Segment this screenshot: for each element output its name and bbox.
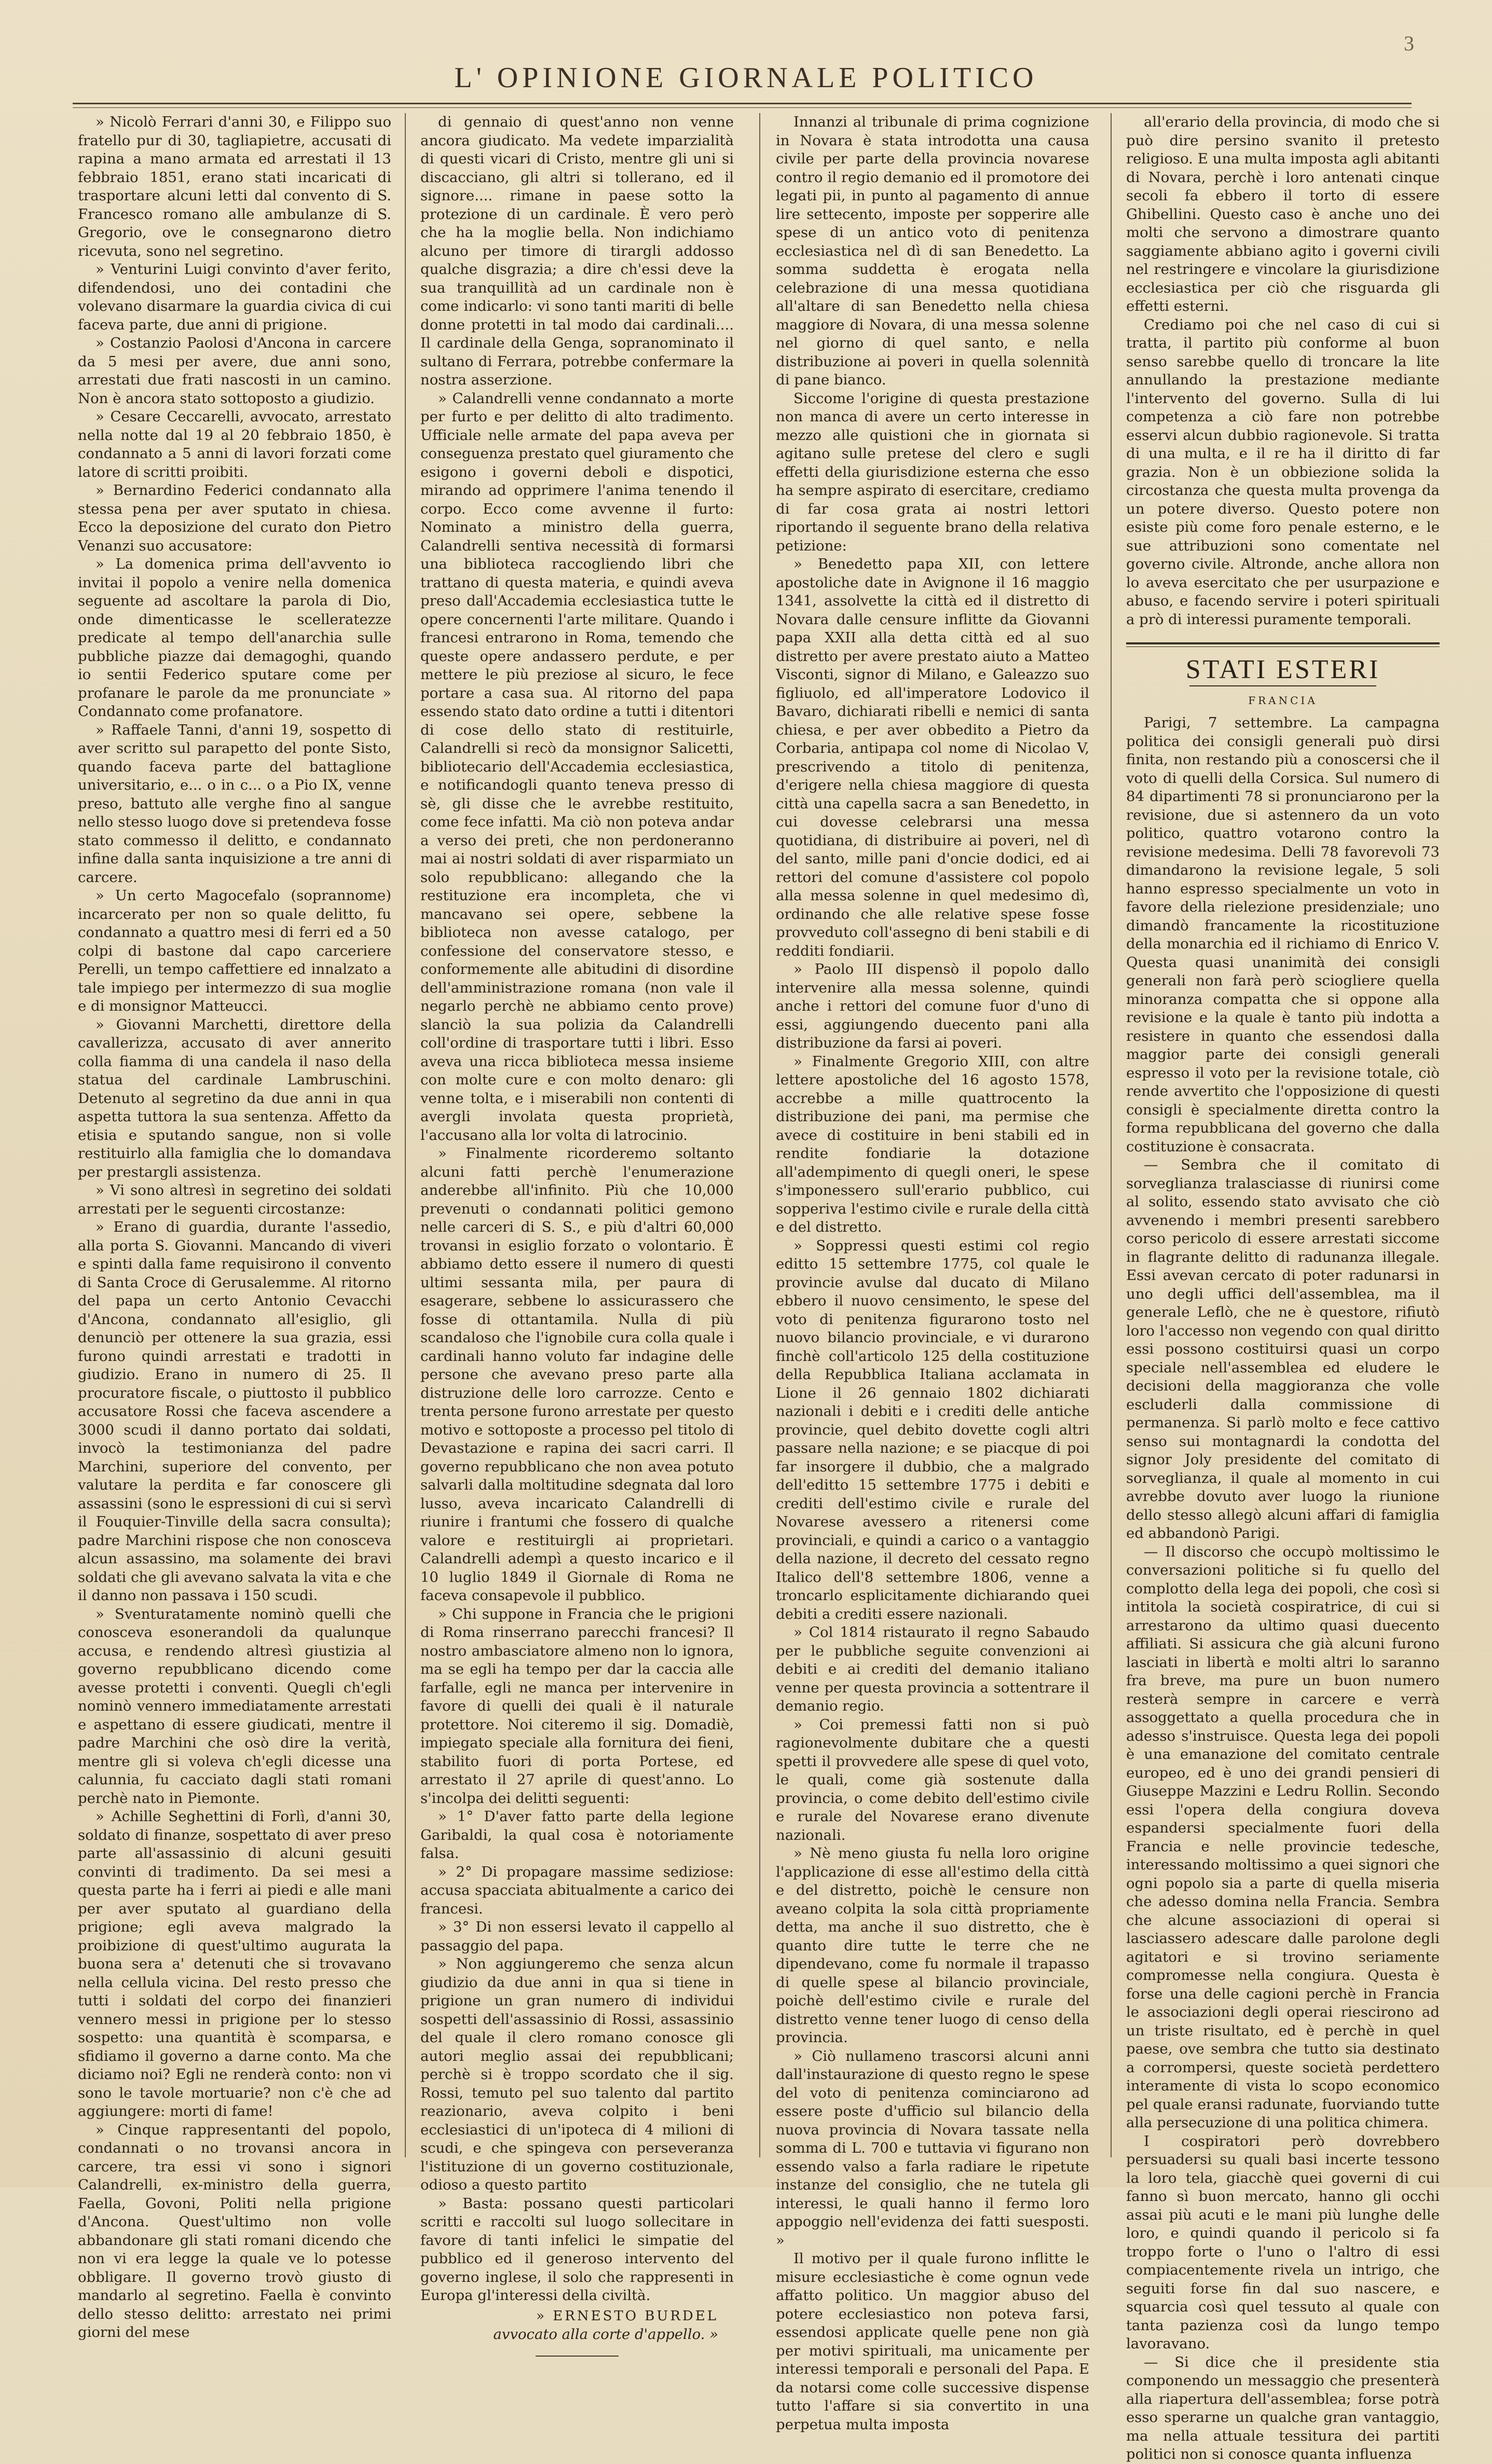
paragraph: — Il discorso che occupò moltissimo le conversazioni politiche si fu quello del complotto della lega dei popoli, che così si intitola la società cospiratrice, di cui si arrestarono da ultimo quasi duecento affiliati. Si assicura che già alcuni furono lasciati in libertà e molti altri lo saranno fra breve, ma pure un buon numero resterà sempre in carcere e verrà assoggettato a quella procedura che in adesso s'instruisce. Questa lega dei popoli è una emanazione del comitato centrale europeo, ed è uno dei grandi pensieri di Giuseppe Mazzini e Ledru Rollin. Secondo essi l'opera della congiura doveva espandersi specialmente fuori della Francia e nelle provincie tedesche, interessando moltissimo a quei signori che ogni popolo sia a parte di quella miseria che adesso domina nella Francia. Sembra che alcune associazioni di operai si lasciassero adescare dalle parolone degli agitatori e si trovino seriamente compromesse nella congiura. Questa è forse una delle cagioni perchè in Francia le associazioni degli operai riescirono ad un triste risultato, ed è perchè in quel paese, ove sembra che tutto sia destinato a corrompersi, queste società perdettero interamente di vista lo scopo economico pel quale eransi radunate, fuorviando tutte alla persecuzione di una politica chimera. — [1126, 1543, 1440, 2131]
paragraph: » Paolo III dispensò il popolo dallo intervenire alla messa solenne, quindi anche i rettori del comune fuor d'uno di essi, aggiungendo duecento pani alla distribuzione da farsi ai poveri. — [776, 961, 1089, 1051]
masthead-title: L' OPINIONE GIORNALE POLITICO — [454, 62, 1038, 94]
paragraph: » La domenica prima dell'avvento io invitai il popolo a venire nella domenica seguente ad ascoltare la parola di Dio, onde dimenticasse le scelleratezze predicate al tempo dell'anarchia sulle pubbliche piazze dai demagoghi, quando io sentii Federico sputare come per profanare le parole da me pronunciate » Condannato come profanatore. — [78, 556, 391, 720]
column-divider — [759, 113, 760, 2157]
paragraph: » 1° D'aver fatto parte della legione Garibaldi, la qual cosa è notoriamente falsa. — [420, 1808, 734, 1862]
paragraph: — Sembra che il comitato di sorveglianza tralasciasse di riunirsi come al solito, essendo stato avvisato che ciò avvenendo i membri presenti sarebbero corso pericolo di essere arrestati siccome in flagrante delitto di radunanza illegale. Essi avevan cercato di poter radunarsi in uno degli uffici dell'assemblea, ma il generale Leflò, che ne è questore, rifiutò loro l'accesso non vegendo con qual diritto essi possono costituirsi quasi un corpo speciale nell'assemblea ed eludere le decisioni della maggioranza che volle escluderli dalla commissione di permanenza. Si parlò molto e fece cattivo senso sui montagnardi la condotta del signor Joly presidente del comitato di sorveglianza, il quale al momento in cui avrebbe dovuto aver luogo la riunione dello stesso allegò alcuni affari di famiglia ed abbandonò Parigi. — [1126, 1157, 1440, 1541]
paragraph: Parigi, 7 settembre. La campagna politica dei consigli generali può dirsi finita, non restando più a conoscersi che il voto di quelli della Corsica. Sul numero di 84 dipartimenti 78 si pronunciarono per la revisione, due si astennero da un voto politico, quattro votarono contro la revisione medesima. Delli 78 favorevoli 73 dimandarono la revisione legale, 5 soli hanno espresso specialmente un voto in favore della rielezione presidenziale; uno dimandò francamente la ricostituzione della monarchia ed il richiamo di Enrico V. Questa quasi unanimità dei consigli generali non farà però sciogliere quella minoranza compatta che si oppone alla revisione e la quale è tanto più indotta a resistere in quanto che essendosi dalla maggior parte dei consigli generali espresso il voto per la revisione totale, ciò rende avvertito che l'opposizione di questi consigli è specialmente diretta contro la forma repubblicana del governo che dalla costituzione è consacrata. — [1126, 714, 1440, 1155]
column-divider — [405, 113, 406, 2157]
paragraph: » Cinque rappresentanti del popolo, condannati o no trovansi ancora in carcere, tra essi vi sono i signori Calandrelli, ex-ministro della guerra, Faella, Govoni, Politi nella prigione d'Ancona. Quest'ultimo non volle abbandonare gli stati romani dicendo che non vi era legge la quale ve lo potesse obbligare. Il governo trovò giusto di mandarlo al segretino. Faella è convinto dello stesso delitto: arrestato nei primi giorni del mese — [78, 2121, 391, 2341]
paragraph: » Raffaele Tanni, d'anni 19, sospetto di aver scritto sul parapetto del ponte Sisto, quando faceva parte del battaglione universitario, e... o in c... o a Pio IX, venne preso, battuto alle verghe fino al sangue nello stesso luogo dove si pretendeva fosse stato commesso il delitto, e condannato infine dalla santa inquisizione a tre anni di carcere. — [78, 721, 391, 886]
paragraph: Crediamo poi che nel caso di cui si tratta, il partito più conforme al buon senso sarebbe quello di troncare la lite annullando la prestazione mediante l'intervento del governo. Sulla di lui competenza a ciò fare non potrebbe esservi alcun dubbio ragionevole. Si tratta di una multa, e il re ha il diritto di far grazia. Non è un obbiezione solida la circostanza che questa multa provenga da un potere diverso. Questo potere non esiste più come foro penale esterno, e le sue attribuzioni sono comentate nel governo civile. Altronde, anche allora non lo aveva esercitato che per usurpazione e abuso, e facendo servire i poteri spirituali a prò di interessi puramente temporali. — [1126, 316, 1440, 628]
paragraph: » Achille Seghettini di Forlì, d'anni 30, soldato di finanze, sospettato di aver preso parte all'assassinio di alcuni gesuiti convinti di tradimento. Da sei mesi a questa parte ha i ferri ai piedi e alle mani per aver sputato al guardiano della prigione; egli aveva malgrado la proibizione di quest'ultimo augurata la buona sera a' detenuti che si trovavano nella cellula vicina. Del resto presso che tutti i soldati del corpo dei finanzieri vennero messi in prigione per lo stesso sospetto: una quantità è scomparsa, e sfidiamo il governo a darne conto. Ma che diciamo noi? Egli ne renderà conto: non vi sono le tavole mortuarie? non c'è che ad aggiungere: morti di fame! — [78, 1808, 391, 2119]
paragraph: di gennaio di quest'anno non venne ancora giudicato. Ma vedete imparzialità di questi vicari di Cristo, mentre gli uni si discacciano, gli altri si tollerano, ed il signore.... rimane in paese sotto la protezione di un cardinale. È vero però che ha la moglie bella. Non indichiamo alcuno per timore di tirargli addosso qualche disgrazia; a dire ch'essi deve la sua tranquillità ad un cardinale non è come indicarlo: vi sono tanti mariti di belle donne protetti in tal modo dai cardinali.... Il cardinale della Genga, sopranominato il sultano di Ferrara, potrebbe confermare la nostra asserzione. — [420, 114, 734, 388]
paragraph: » Sventuratamente nominò quelli che conosceva esonerandoli da qualunque accusa, e rendendo altresì giustizia al governo repubblicano dicendo come avesse protetti i conventi. Quegli ch'egli nominò vennero immediatamente arrestati e aspettano di essere giudicati, mentre il padre Marchini che osò dire la verità, mentre gli si voleva ch'egli dicesse una calunnia, fu cacciato dagli stati romani perchè nato in Piemonte. — [78, 1605, 391, 1807]
author-role: avvocato alla corte d'appello. » — [493, 2326, 718, 2343]
page-number: 3 — [1404, 32, 1414, 55]
section-rule — [1126, 646, 1440, 647]
column-2 — [420, 113, 734, 2343]
paragraph: Il motivo per il quale furono inflitte le misure ecclesiastiche è come ognun vede affatto politico. Un maggior abuso del potere ecclesiastico non poteva farsi, essendosi applicate quelle pene non già per motivi spirituali, ma unicamente per interessi temporali e personali del Papa. E da notarsi come colle successive dispense tutto l'affare si sia convertito in una perpetua multa imposta — [776, 2250, 1089, 2433]
column-4 — [1126, 113, 1440, 2462]
paragraph: » Nicolò Ferrari d'anni 30, e Filippo suo fratello pur di 30, tagliapietre, accusati di rapina a mano armata ed arrestati il 13 febbraio 1851, erano stati incaricati di trasportare alcuni letti dal convento di S. Francesco romano alle ambulanze di S. Gregorio, ove le consegnarono dietro ricevuta, sono nel segretino. — [78, 114, 391, 259]
column-3 — [776, 113, 1089, 2433]
paragraph: — Si dice che il presidente stia componendo un messaggio che presenterà alla riapertura dell'assemblea; forse potrà esso sperarne un qualche gran vantaggio, ma nella attuale tessitura dei partiti politici non si conosce quanta influenza — [1126, 2353, 1440, 2462]
paragraph: » Finalmente Gregorio XIII, con altre lettere apostoliche del 16 agosto 1578, accrebbe a mille quattrocento la distribuzione dei pani, ma permise che avece di costituire in beni stabili ed in rendite fondiarie la dotazione all'adempimento di quegli oneri, le spese s'imponessero sull'erario pubblico, cui sopperiva l'estimo civile e rurale della città e del distretto. — [776, 1053, 1089, 1235]
paragraph: » Benedetto papa XII, con lettere apostoliche date in Avignone il 16 maggio 1341, assolvette la città ed il distretto di Novara dalle censure inflitte da Giovanni papa XXII alla detta città ed al suo distretto per avere prestato aiuto a Matteo Visconti, signor di Milano, e Galeazzo suo figliuolo, ed all'imperatore Lodovico il Bavaro, dichiarati ribelli e nemici di santa chiesa, e per aver obbedito a Pietro da Corbaria, antipapa col nome di Nicolao V, prescrivendo a titolo di penitenza, d'erigere nella chiesa maggiore di questa città una capella sacra a san Benedetto, in cui dovesse celebrarsi una messa quotidiana, di distribuire ai poveri, nel dì del santo, mille pani d'oncie dodici, ed ai rettori del comune d'assistere col popolo alla messa solenne in quel medesimo dì, ordinando che alle relative spese fosse provveduto coll'assegno di beni stabili e di redditi fondiarii. — [776, 556, 1089, 959]
section-heading: STATI ESTERI — [1185, 655, 1380, 684]
paragraph: » Soppressi questi estimi col regio editto 15 settembre 1775, col quale le provincie avulse dal ducato di Milano ebbero il nuovo censimento, le spese del voto di penitenza figurarono tosto nel nuovo bilancio provinciale, e vi durarono finchè coll'articolo 125 della costituzione della Repubblica Italiana acclamata in Lione il 26 gennaio 1802 dichiarati nazionali i debiti e i crediti delle antiche provincie, quel debito dovette cogli altri passare nella nazione; e se piacque di poi far insorgere il dubbio, che a malgrado dell'editto 15 settembre 1775 i debiti e crediti dell'estimo civile e rurale del Novarese avessero a ritenersi come provinciali, e quindi a carico o a vantaggio della nazione, il decreto del cessato regno Italico dell'8 settembre 1806, venne a troncarlo esplicitamente dichiarando quei debiti a crediti essere nazionali. — [776, 1237, 1089, 1622]
paragraph: » Nè meno giusta fu nella loro origine l'applicazione di esse all'estimo della città e del distretto, poichè le censure non aveano colpita la sola città propriamente detta, ma anche il suo distretto, che è quanto dire tutte le terre che ne dipendevano, come fu normale il trapasso di quelle spese al bilancio provinciale, poichè dell'estimo civile e rurale del distretto venne tener luogo di censo della provincia. — [776, 1845, 1089, 2046]
section-subheading: FRANCIA — [1248, 694, 1318, 707]
header-rule — [73, 103, 1412, 108]
paragraph: » Basta: possano questi particolari scritti e raccolti sul luogo sollecitare in favore di tanti infelici le simpatie del pubblico ed il generoso intervento del governo inglese, il solo che rappresenti in Europa gl'interessi della civiltà. — [420, 2195, 734, 2304]
paragraph: Innanzi al tribunale di prima cognizione in Novara è stata introdotta una causa civile per parte della provincia novarese contro il regio demanio ed il promotore dei legati pii, in punto al pagamento di annue lire settecento, imposte per sopperire alle spese di un antico voto di penitenza ecclesiastica nel dì di san Benedetto. La somma suddetta è erogata nella celebrazione di una messa quotidiana all'altare di san Benedetto nella chiesa maggiore di Novara, di una messa solenne nel giorno di quel santo, e nella distribuzione ai poveri in quella solennità di pane bianco. — [776, 114, 1089, 388]
paragraph: I cospiratori però dovrebbero persuadersi su quali basi incerte tessono la loro tela, giacchè quei governi di cui fanno sì buon mercato, hanno gli occhi assai più acuti e le mani più lunghe delle loro, e quindi quando il pericolo si fa troppo forte o l'uno o l'altro di essi compiacentemente rivela un intrigo, che seguiti forse fin dal suo nascere, e squarcia così quel tessuto al quale con tanta pazienza così da lungo tempo lavoravano. — [1126, 2132, 1440, 2352]
paragraph: » Bernardino Federici condannato alla stessa pena per aver sputato in chiesa. Ecco la deposizione del curato don Pietro Venanzi suo accusatore: — [78, 482, 391, 554]
paragraph: » Finalmente ricorderemo soltanto alcuni fatti perchè l'enumerazione anderebbe all'infinito. Più che 10,000 prevenuti o condannati politici gemono nelle carceri di S. S., e più d'altri 60,000 trovansi in esiglio forzato o volontario. È abbiamo detto essere il numero di questi ultimi sessanta mila, per paura di esagerare, sebbene lo assicurassero che fosse di ottantamila. Nulla di più scandaloso che l'ignobile cura colla quale i cardinali hanno voluto far indagine delle persone che avevano preso parte alla distruzione delle loro carrozze. Cento e trenta persone furono arrestate per questo motivo e sottoposte a processo pel titolo di Devastazione e rapina dei sacri carri. Il governo repubblicano che non avea potuto salvarli dalla moltitudine sdegnata dal loro lusso, aveva incaricato Calandrelli di riunire i frantumi che fossero di qualche valore e restituirgli ai proprietari. Calandrelli adempì a questo incarico e il 10 luglio 1849 il Giornale di Roma ne faceva consapevole il pubblico. — [420, 1145, 734, 1604]
paragraph: all'erario della provincia, di modo che si può dire persino svanito il pretesto religioso. E una multa imposta agli abitanti di Novara, perchè i loro antenati cinque secoli fa ebbero il torto di essere Ghibellini. Questo caso è anche uno dei molti che servono a dimostrare quanto saggiamente abbiano agito i governi civili nel restringere e vincolare la giurisdizione ecclesiastica per ciò che risguarda gli effetti esterni. — [1126, 114, 1440, 314]
paragraph: » Coi premessi fatti non si può ragionevolmente dubitare che a questi spetti il provvedere alle spese di quel voto, le quali, come già sostenute dalla provincia, o come debito dell'estimo civile e rurale del Novarese erano divenute nazionali. — [776, 1716, 1089, 1843]
section-rule — [1126, 642, 1440, 644]
paragraph: » Ciò nullameno trascorsi alcuni anni dall'instaurazione di questo regno le spese del voto di penitenza cominciarono ad essere poste d'ufficio sul bilancio della nuova provincia di Novara tassate nella somma di L. 700 e tuttavia vi figurano non essendo valso a farla radiare le ripetute instanze del consiglio, che ne tutela gli interessi, le quali hanno il fermo loro appoggio nell'evidenza dei fatti suesposti. » — [776, 2047, 1089, 2249]
paragraph: » Giovanni Marchetti, direttore della cavallerizza, accusato di aver annerito colla fiamma di una candela il naso della statua del cardinale Lambruschini. Detenuto al segretino da due anni in qua aspetta tuttora la sua sentenza. Affetto da etisia e sputando sangue, non si volle restituirlo alla famiglia che lo domandava per prestargli assistenza. — [78, 1016, 391, 1180]
paragraph: » Cesare Ceccarelli, avvocato, arrestato nella notte dal 19 al 20 febbraio 1850, è condannato a 5 anni di lavori forzati come latore di scritti proibiti. — [78, 408, 391, 480]
paragraph: » Venturini Luigi convinto d'aver ferito, difendendosi, uno dei contadini che volevano disarmare la guardia civica di cui faceva parte, due anni di prigione. — [78, 261, 391, 333]
paragraph: » 3° Di non essersi levato il cappello al passaggio del papa. — [420, 1919, 734, 1954]
paragraph: » Costanzio Paolosi d'Ancona in carcere da 5 mesi per avere, due anni sono, arrestati due frati nascosti in un camino. Non è ancora stato sottoposto a giudizio. — [78, 335, 391, 407]
paragraph: » Erano di guardia, durante l'assedio, alla porta S. Giovanni. Mancando di viveri e spinti dalla fame requisirono il convento di Santa Croce di Gerusalemme. Al ritorno del papa un certo Antonio Cevacchi d'Ancona, condannato all'esiglio, gli denunciò per ottenere la sua grazia, essi furono quindi arrestati e tradotti in giudizio. Erano in numero di 25. Il procuratore fiscale, o piuttosto il pubblico accusatore Rossi che faceva ascendere a 3000 scudi il danno portato dai soldati, invocò la testimonianza del padre Marchini, superiore del convento, per valutare la perdita e far conoscere gli assassini (sono le espressioni di cui si servì il Fouquier-Tinville della sacra consulta); padre Marchini rispose che non conosceva alcun assassino, ma solamente dei bravi soldati che gli avevano salvata la vita e che il danno non passava i 150 scudi. — [78, 1219, 391, 1604]
paragraph: » Chi suppone in Francia che le prigioni di Roma rinserrano parecchi francesi? Il nostro ambasciatore almeno non lo ignora, ma se egli ha tempo per dar la caccia alle farfalle, egli ne manca per intervenire in favore di quelli dei quali è il naturale protettore. Noi citeremo il sig. Domadiè, impiegato speciale alla fornitura dei fieni, stabilito fuori di porta Portese, ed arrestato il 27 aprile di quest'anno. Lo s'incolpa dei delitti seguenti: — [420, 1605, 734, 1807]
section-rule — [1189, 685, 1376, 686]
paragraph: Siccome l'origine di questa prestazione non manca di avere un certo interesse in mezzo alle quistioni che in giornata si agitano sulle pretese del clero e sugli effetti della giurisdizione esterna che esso ha sempre aspirato di esercitare, crediamo di far cosa grata ai nostri lettori riportando il seguente brano della relativa petizione: — [776, 390, 1089, 554]
column-divider — [1111, 113, 1112, 2157]
paragraph: » Un certo Magocefalo (soprannome) incarcerato per non so quale delitto, fu condannato a quattro mesi di ferri ed a 50 colpi di bastone dal capo carceriere Perelli, un tempo caffettiere ed innalzato a tale impiego per intermezzo di sua moglie e di monsignor Matteucci. — [78, 887, 391, 1014]
paragraph: » 2° Di propagare massime sediziose: accusa spacciata abitualmente a carico dei francesi. — [420, 1863, 734, 1917]
paragraph: » Col 1814 ristaurato il regno Sabaudo per le pubbliche seguite convenzioni ai debiti e ai crediti del demanio italiano venne per questa provincia a sottentrare il demanio regio. — [776, 1624, 1089, 1714]
paragraph: » Non aggiungeremo che senza alcun giudizio da due anni in qua si tiene in prigione un gran numero di individui sospetti dell'assassinio di Rossi, assassinio del quale il clero romano conosce gli autori meglio assai dei repubblicani; perchè si è troppo scordato che il sig. Rossi, temuto pel suo talento dal partito reazionario, aveva colpito i beni ecclesiastici di un'ipoteca di 4 milioni di scudi, e che spingeva con perseveranza l'istituzione di un governo costituzionale, odioso a questo partito — [420, 1956, 734, 2193]
paragraph: » Calandrelli venne condannato a morte per furto e per delitto di alto tradimento. Ufficiale nelle armate del papa aveva per conseguenza prestato quel giuramento che esigono i governi deboli e dispotici, mirando ad opprimere l'anima tenendo il corpo. Ecco come avvenne il furto: Nominato a ministro della guerra, Calandrelli sentiva necessità di formarsi una biblioteca raccogliendo libri che trattano di questa materia, e quindi aveva preso dall'Accademia ecclesiastica tutte le opere concernenti l'arte militare. Quando i francesi entrarono in Roma, temendo che queste opere andassero perdute, e per mettere le più preziose al sicuro, le fece portare a casa sua. Al ritorno del papa essendo stato dato ordine a tutti i ditentori di cose dello stato di restituirle, Calandrelli si recò da monsignor Salicetti, bibliotecario dell'Accademia ecclesiastica, e notificandogli quanto teneva presso di sè, gli disse che le avrebbe restituito, come fece infatti. Ma ciò non poteva andar a verso dei preti, che non perdoneranno mai ai nostri soldati di aver risparmiato un solo repubblicano: allegando che la restituzione era incompleta, che vi mancavano sei opere, sebbene la biblioteca non avesse catalogo, per confessione del conservatore stesso, e conformemente alle abitudini di disordine dell'amministrazione romana (non vale il negarlo perchè ne abbiamo cento prove) slanciò la sua polizia da Calandrelli coll'ordine di trasportare tutti i libri. Esso aveva una ricca biblioteca messa insieme con molte cure e con molto denaro: gli venne tolta, e i miserabili non contenti di avergli involata questa proprietà, l'accusano alla lor volta di latrocinio. — [420, 390, 734, 1144]
column-1 — [78, 113, 391, 2341]
article-end-rule — [536, 2356, 619, 2357]
paragraph: » Vi sono altresì in segretino dei soldati arrestati per le seguenti circostanze: — [78, 1182, 391, 1217]
author-signature: » ERNESTO BURDEL — [536, 2308, 718, 2324]
